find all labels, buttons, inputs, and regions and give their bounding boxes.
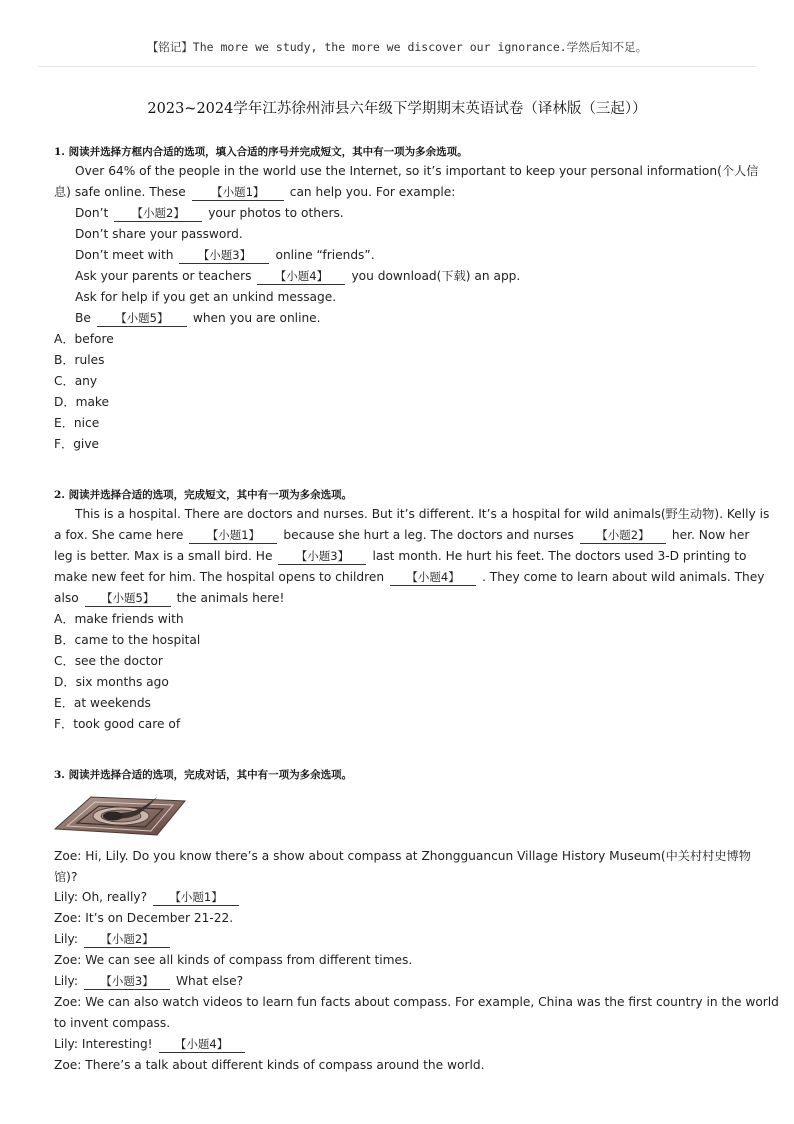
q2-line: This is a hospital. There are doctors and nurses. But it’s different. It’s a hospital for wild animals(野生动物). Kelly is — [75, 507, 770, 521]
q2-instruction: 2. 阅读并选择合适的选项，完成短文，其中有一项为多余选项。 — [54, 489, 353, 501]
q2-blank-1[interactable]: 【小题1】 — [189, 528, 277, 544]
q2-option-b[interactable]: B．came to the hospital — [54, 633, 201, 647]
q2-line: a fox. She came here 【小题1】 because she hurt a leg. The doctors and nurses 【小题2】 her. Now her — [54, 528, 750, 542]
q1-blank-5[interactable]: 【小题5】 — [97, 311, 187, 327]
q3-line: Lily: Oh, really? 【小题1】 — [54, 887, 245, 908]
q1-line: 息) safe online. These 【小题1】 can help you. For example: — [54, 185, 456, 199]
q3-line: to invent compass. — [54, 1016, 171, 1030]
header-divider — [38, 66, 756, 67]
q3-line: Zoe: We can also watch videos to learn fun facts about compass. For example, China was the first country in the world — [54, 995, 779, 1009]
q1-blank-2[interactable]: 【小题2】 — [114, 206, 202, 222]
q2-blank-5[interactable]: 【小题5】 — [85, 591, 171, 607]
q1-option-b[interactable]: B．rules — [54, 353, 105, 367]
q1-instruction: 1. 阅读并选择方框内合适的选项，填入合适的序号并完成短文，其中有一项为多余选项。 — [54, 146, 468, 158]
q3-line: Lily: 【小题3】 What else? — [54, 974, 244, 988]
q3-blank-2[interactable]: 【小题2】 — [84, 932, 170, 948]
q1-blank-3[interactable]: 【小题3】 — [179, 248, 269, 264]
q3-line: Zoe: We can see all kinds of compass from different times. — [54, 953, 413, 967]
q1-line: Ask for help if you get an unkind message. — [75, 290, 337, 304]
q2-line: leg is better. Max is a small bird. He 【小题3】 last month. He hurt his feet. The doctors used 3-D printing to — [54, 549, 747, 563]
q3-blank-3[interactable]: 【小题3】 — [84, 974, 170, 990]
q3-line: Zoe: There’s a talk about different kinds of compass around the world. — [54, 1058, 485, 1072]
q1-option-e[interactable]: E．nice — [54, 416, 100, 430]
q1-line: Be 【小题5】 when you are online. — [75, 311, 321, 325]
q2-blank-2[interactable]: 【小题2】 — [580, 528, 666, 544]
page-header-motto: 【铭记】The more we study, the more we discover our ignorance.学然后知不足。 — [146, 40, 648, 54]
q1-blank-1[interactable]: 【小题1】 — [192, 185, 284, 201]
q3-line: 馆)? — [54, 870, 78, 884]
q3-line: Zoe: It’s on December 21-22. — [54, 911, 234, 925]
q2-blank-4[interactable]: 【小题4】 — [390, 570, 476, 586]
q3-line: Lily: 【小题2】 — [54, 929, 176, 950]
q2-option-c[interactable]: C．see the doctor — [54, 654, 163, 668]
q1-line: Ask your parents or teachers 【小题4】 you download(下载) an app. — [75, 269, 521, 283]
q3-line: Lily: Interesting! 【小题4】 — [54, 1034, 251, 1055]
q1-option-a[interactable]: A．before — [54, 332, 114, 346]
exam-title: 2023~2024学年江苏徐州沛县六年级下学期期末英语试卷（译林版（三起）） — [147, 101, 647, 117]
q3-blank-4[interactable]: 【小题4】 — [159, 1037, 245, 1053]
q3-blank-1[interactable]: 【小题1】 — [153, 890, 239, 906]
q1-blank-4[interactable]: 【小题4】 — [257, 269, 345, 285]
q2-line: also 【小题5】 the animals here! — [54, 591, 285, 605]
q2-option-d[interactable]: D．six months ago — [54, 675, 169, 689]
q1-option-f[interactable]: F．give — [54, 437, 100, 451]
q2-option-f[interactable]: F．took good care of — [54, 717, 181, 731]
q2-option-e[interactable]: E．at weekends — [54, 696, 151, 710]
q1-option-d[interactable]: D．make — [54, 395, 110, 409]
q3-instruction: 3. 阅读并选择合适的选项，完成对话，其中有一项为多余选项。 — [54, 769, 353, 781]
q1-option-c[interactable]: C．any — [54, 374, 98, 388]
q1-line: Don’t meet with 【小题3】 online “friends”. — [75, 248, 375, 262]
q1-line: Over 64% of the people in the world use the Internet, so it’s important to keep your personal information(个人信 — [75, 164, 759, 178]
q1-line: Don’t 【小题2】 your photos to others. — [75, 206, 344, 220]
q2-blank-3[interactable]: 【小题3】 — [278, 549, 366, 565]
q2-option-a[interactable]: A．make friends with — [54, 612, 184, 626]
q2-line: make new feet for him. The hospital opens to children 【小题4】 . They come to learn about wild animals. They — [54, 570, 765, 584]
q3-line: Zoe: Hi, Lily. Do you know there’s a show about compass at Zhongguancun Village History Museum(中关村村史博物 — [54, 849, 751, 863]
q1-line: Don’t share your password. — [75, 227, 243, 241]
compass-image — [53, 791, 187, 837]
